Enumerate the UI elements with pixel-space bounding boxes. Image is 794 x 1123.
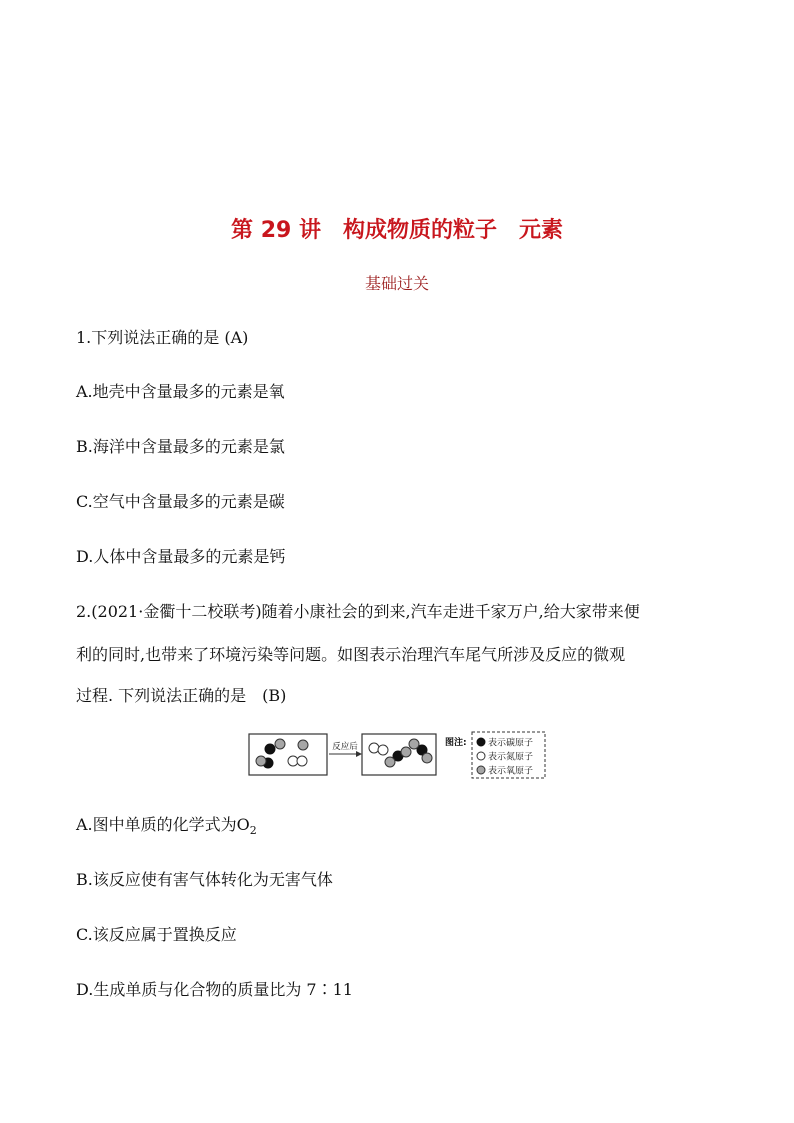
- reactants-box: [249, 734, 327, 775]
- oxygen-atom: [401, 747, 411, 757]
- oxygen-legend-icon: [477, 766, 485, 774]
- oxygen-atom: [409, 739, 419, 749]
- legend-carbon: 表示碳原子: [488, 738, 534, 749]
- nitrogen-legend-icon: [477, 752, 485, 760]
- oxygen-atom: [256, 756, 266, 766]
- section-heading: 基础过关: [364, 274, 429, 293]
- oxygen-atom: [275, 739, 285, 749]
- oxygen-atom: [422, 753, 432, 763]
- q2-option-a-subscript: 2: [249, 824, 257, 837]
- q1-option-a: A.地壳中含量最多的元素是氧: [76, 382, 285, 401]
- q2-stem-line-3: 过程. 下列说法正确的是 (B): [76, 686, 287, 705]
- nitrogen-atom: [378, 745, 388, 755]
- carbon-legend-icon: [477, 738, 485, 746]
- legend-title: 图注:: [445, 738, 467, 748]
- q1-option-c: C.空气中含量最多的元素是碳: [76, 492, 285, 511]
- oxygen-atom: [298, 740, 308, 750]
- oxygen-atom: [385, 757, 395, 767]
- q2-stem-line-1: 2.(2021·金衢十二校联考)随着小康社会的到来,汽车走进千家万户,给大家带来便: [76, 602, 640, 621]
- arrow-label: 反应后: [332, 742, 358, 752]
- carbon-atom: [265, 744, 275, 754]
- q2-option-a: [76, 815, 257, 841]
- q1-option-d: D.人体中含量最多的元素是钙: [76, 547, 286, 566]
- legend-oxygen: 表示氧原子: [488, 766, 534, 777]
- nitrogen-atom: [369, 743, 379, 753]
- q2-option-d: D.生成单质与化合物的质量比为 7∶11: [76, 980, 353, 999]
- q2-option-c: C.该反应属于置换反应: [76, 925, 237, 944]
- reaction-diagram: [246, 728, 550, 782]
- q1-option-b: B.海洋中含量最多的元素是氯: [76, 437, 285, 456]
- page-title: 第 29 讲 构成物质的粒子 元素: [231, 218, 563, 243]
- legend-nitrogen: 表示氮原子: [488, 752, 534, 763]
- q2-option-b: B.该反应使有害气体转化为无害气体: [76, 870, 333, 889]
- q2-option-a-text: A.图中单质的化学式为O: [76, 815, 250, 834]
- q1-stem: 1.下列说法正确的是 (A): [76, 328, 249, 347]
- nitrogen-atom: [297, 756, 307, 766]
- q2-stem-line-2: 利的同时,也带来了环境污染等问题。如图表示治理汽车尾气所涉及反应的微观: [76, 645, 626, 664]
